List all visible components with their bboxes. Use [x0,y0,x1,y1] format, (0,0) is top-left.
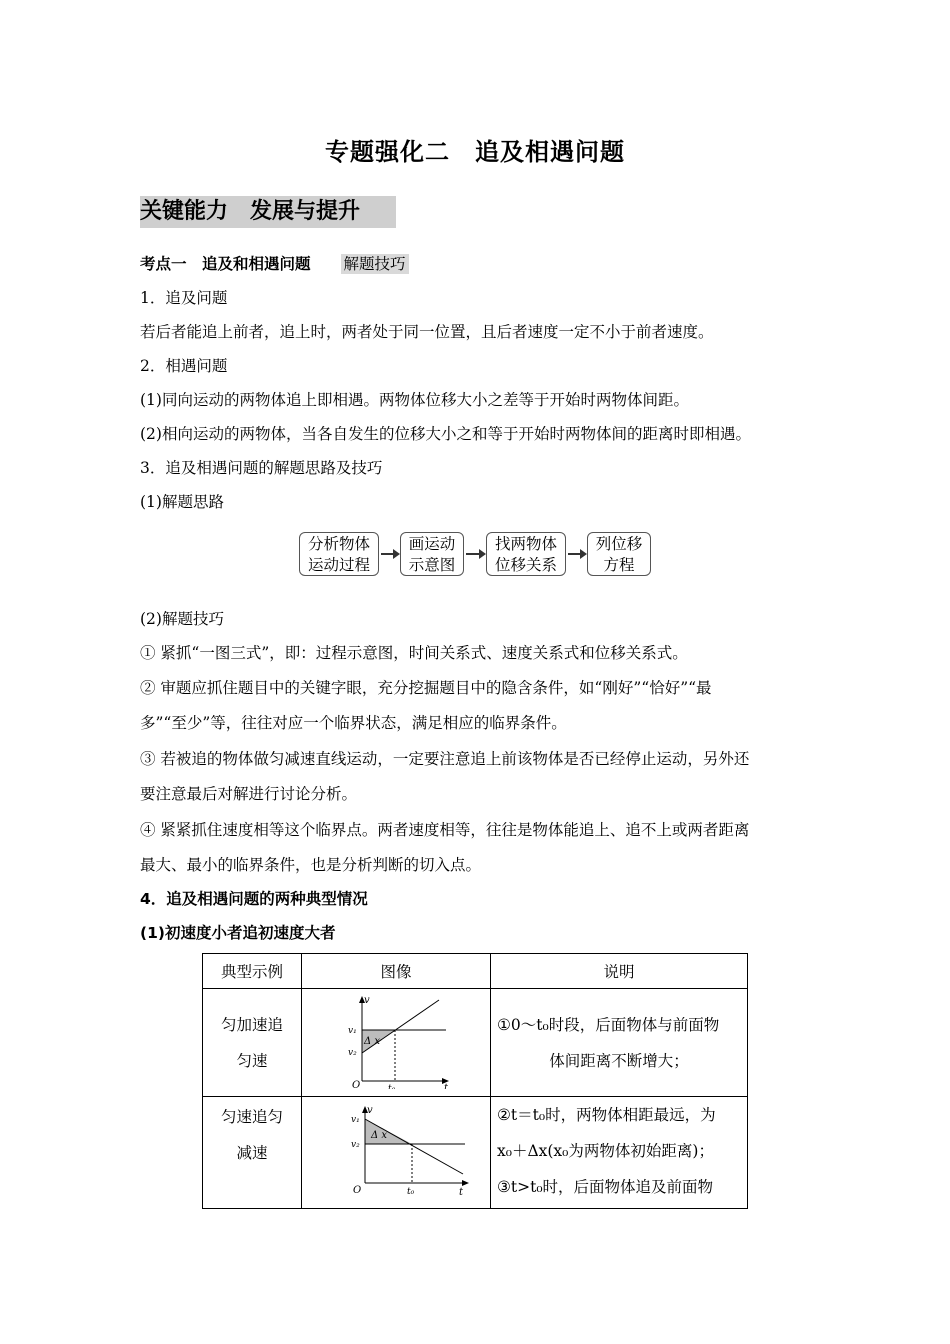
flow-step-2 [400,532,464,576]
row2-desc-l2: x₀＋Δx(x₀为两物体初始距离)； [497,1142,714,1160]
table-row [203,1097,748,1209]
v1-label: v₁ [351,1114,360,1125]
row2-example-l1: 匀速追匀 [220,1108,283,1126]
dx-label: Δ x [371,1129,388,1141]
kaodian-heading [140,252,820,274]
t-label: t [459,1186,464,1198]
flow-step-3 [486,532,566,576]
flow-step-3-l1: 找两物体 [494,535,557,553]
flow-step-1 [299,532,379,576]
section-heading: 关键能力 发展与提升 [140,196,396,228]
row1-graph [302,989,491,1097]
dx-label: Δ x [364,1035,381,1047]
flow-step-4-l1: 列位移 [595,535,643,553]
header-graph: 图像 [302,954,491,989]
v-label: v [364,994,370,1006]
v-label: v [367,1104,373,1116]
page-title: 专题强化二 追及相遇问题 [325,138,625,166]
origin-label: O [353,1184,362,1196]
p3-a: (1)解题思路 [140,493,224,511]
kaodian-tag: 解题技巧 [341,254,409,274]
tip-2-line-1: ② 审题应抓住题目中的关键字眼，充分挖掘题目中的隐含条件，如“刚好”“恰好”“最 [140,679,712,697]
kaodian-label: 考点一 追及和相遇问题 [140,255,311,273]
tip-1: ① 紧抓“一图三式”，即：过程示意图，时间关系式、速度关系式和位移关系式。 [140,644,688,662]
p4-a: (1)初速度小者追初速度大者 [140,924,336,942]
tip-4-line-1: ④ 紧紧抓住速度相等这个临界点。两者速度相等，往往是物体能追上、追不上或两者距离 [140,821,750,839]
p1-text: 若后者能追上前者，追上时，两者处于同一位置，且后者速度一定不小于前者速度。 [140,323,714,341]
flow-step-3-l2: 位移关系 [494,556,557,574]
flow-step-4-l2: 方程 [603,556,635,574]
row2-desc-l3: ③t>t₀时，后面物体追及前面物 [497,1178,714,1196]
row1-description [491,989,748,1097]
tip-3-line-2: 要注意最后对解进行讨论分析。 [140,785,358,803]
p3-b: (2)解题技巧 [140,610,224,628]
flow-step-2-l1: 画运动 [408,535,456,553]
table-row [203,989,748,1097]
v2-label: v₂ [351,1139,360,1150]
row2-example [203,1097,302,1209]
row1-desc-l2: 体间距离不断增大； [549,1051,689,1070]
row2-description [491,1097,748,1209]
t0-label: t₀ [388,1083,396,1089]
t0-label: t₀ [407,1186,415,1197]
flow-arrow [466,553,484,555]
origin-label: O [352,1079,361,1089]
cases-table [202,953,748,1209]
row1-desc-l1: ①0～t₀时段，后面物体与前面物 [497,1015,720,1034]
vt-graph-decelerate [321,1103,471,1199]
v1-label: v₁ [348,1025,357,1036]
v2-label: v₂ [348,1047,357,1058]
p2-a: (1)同向运动的两物体追上即相遇。两物体位移大小之差等于开始时两物体间距。 [140,391,689,409]
row1-example [203,989,302,1097]
flow-arrow [568,553,585,555]
vt-graph-accelerate [326,993,466,1089]
row2-graph [302,1097,491,1209]
p3-head: 3．追及相遇问题的解题思路及技巧 [140,459,383,477]
p1-head: 1．追及问题 [140,289,228,307]
tip-4-line-2: 最大、最小的临界条件，也是分析判断的切入点。 [140,856,482,874]
row2-example-l2: 减速 [236,1144,268,1162]
t-label: t [444,1082,449,1089]
p4-head: 4．追及相遇问题的两种典型情况 [140,890,368,908]
tip-2-line-2: 多”“至少”等，往往对应一个临界状态，满足相应的临界条件。 [140,714,567,732]
table-header-row [203,954,748,989]
row1-example-l1: 匀加速追 [220,1015,283,1034]
flow-step-4 [587,532,651,576]
row2-desc-l1: ②t＝t₀时，两物体相距最远，为 [497,1106,716,1124]
header-example: 典型示例 [203,954,302,989]
flow-step-2-l2: 示意图 [408,556,456,574]
header-description: 说明 [491,954,748,989]
row1-example-l2: 匀速 [236,1051,268,1070]
p2-head: 2．相遇问题 [140,357,228,375]
t-axis-arrow [462,1180,469,1186]
flow-step-1-l2: 运动过程 [307,556,370,574]
decelerate-line [365,1119,463,1174]
flow-step-1-l1: 分析物体 [307,535,370,553]
flow-arrow [381,553,398,555]
p2-b: (2)相向运动的两物体，当各自发生的位移大小之和等于开始时两物体间的距离时即相遇。 [140,425,751,443]
tip-3-line-1: ③ 若被追的物体做匀减速直线运动，一定要注意追上前该物体是否已经停止运动，另外还 [140,750,750,768]
